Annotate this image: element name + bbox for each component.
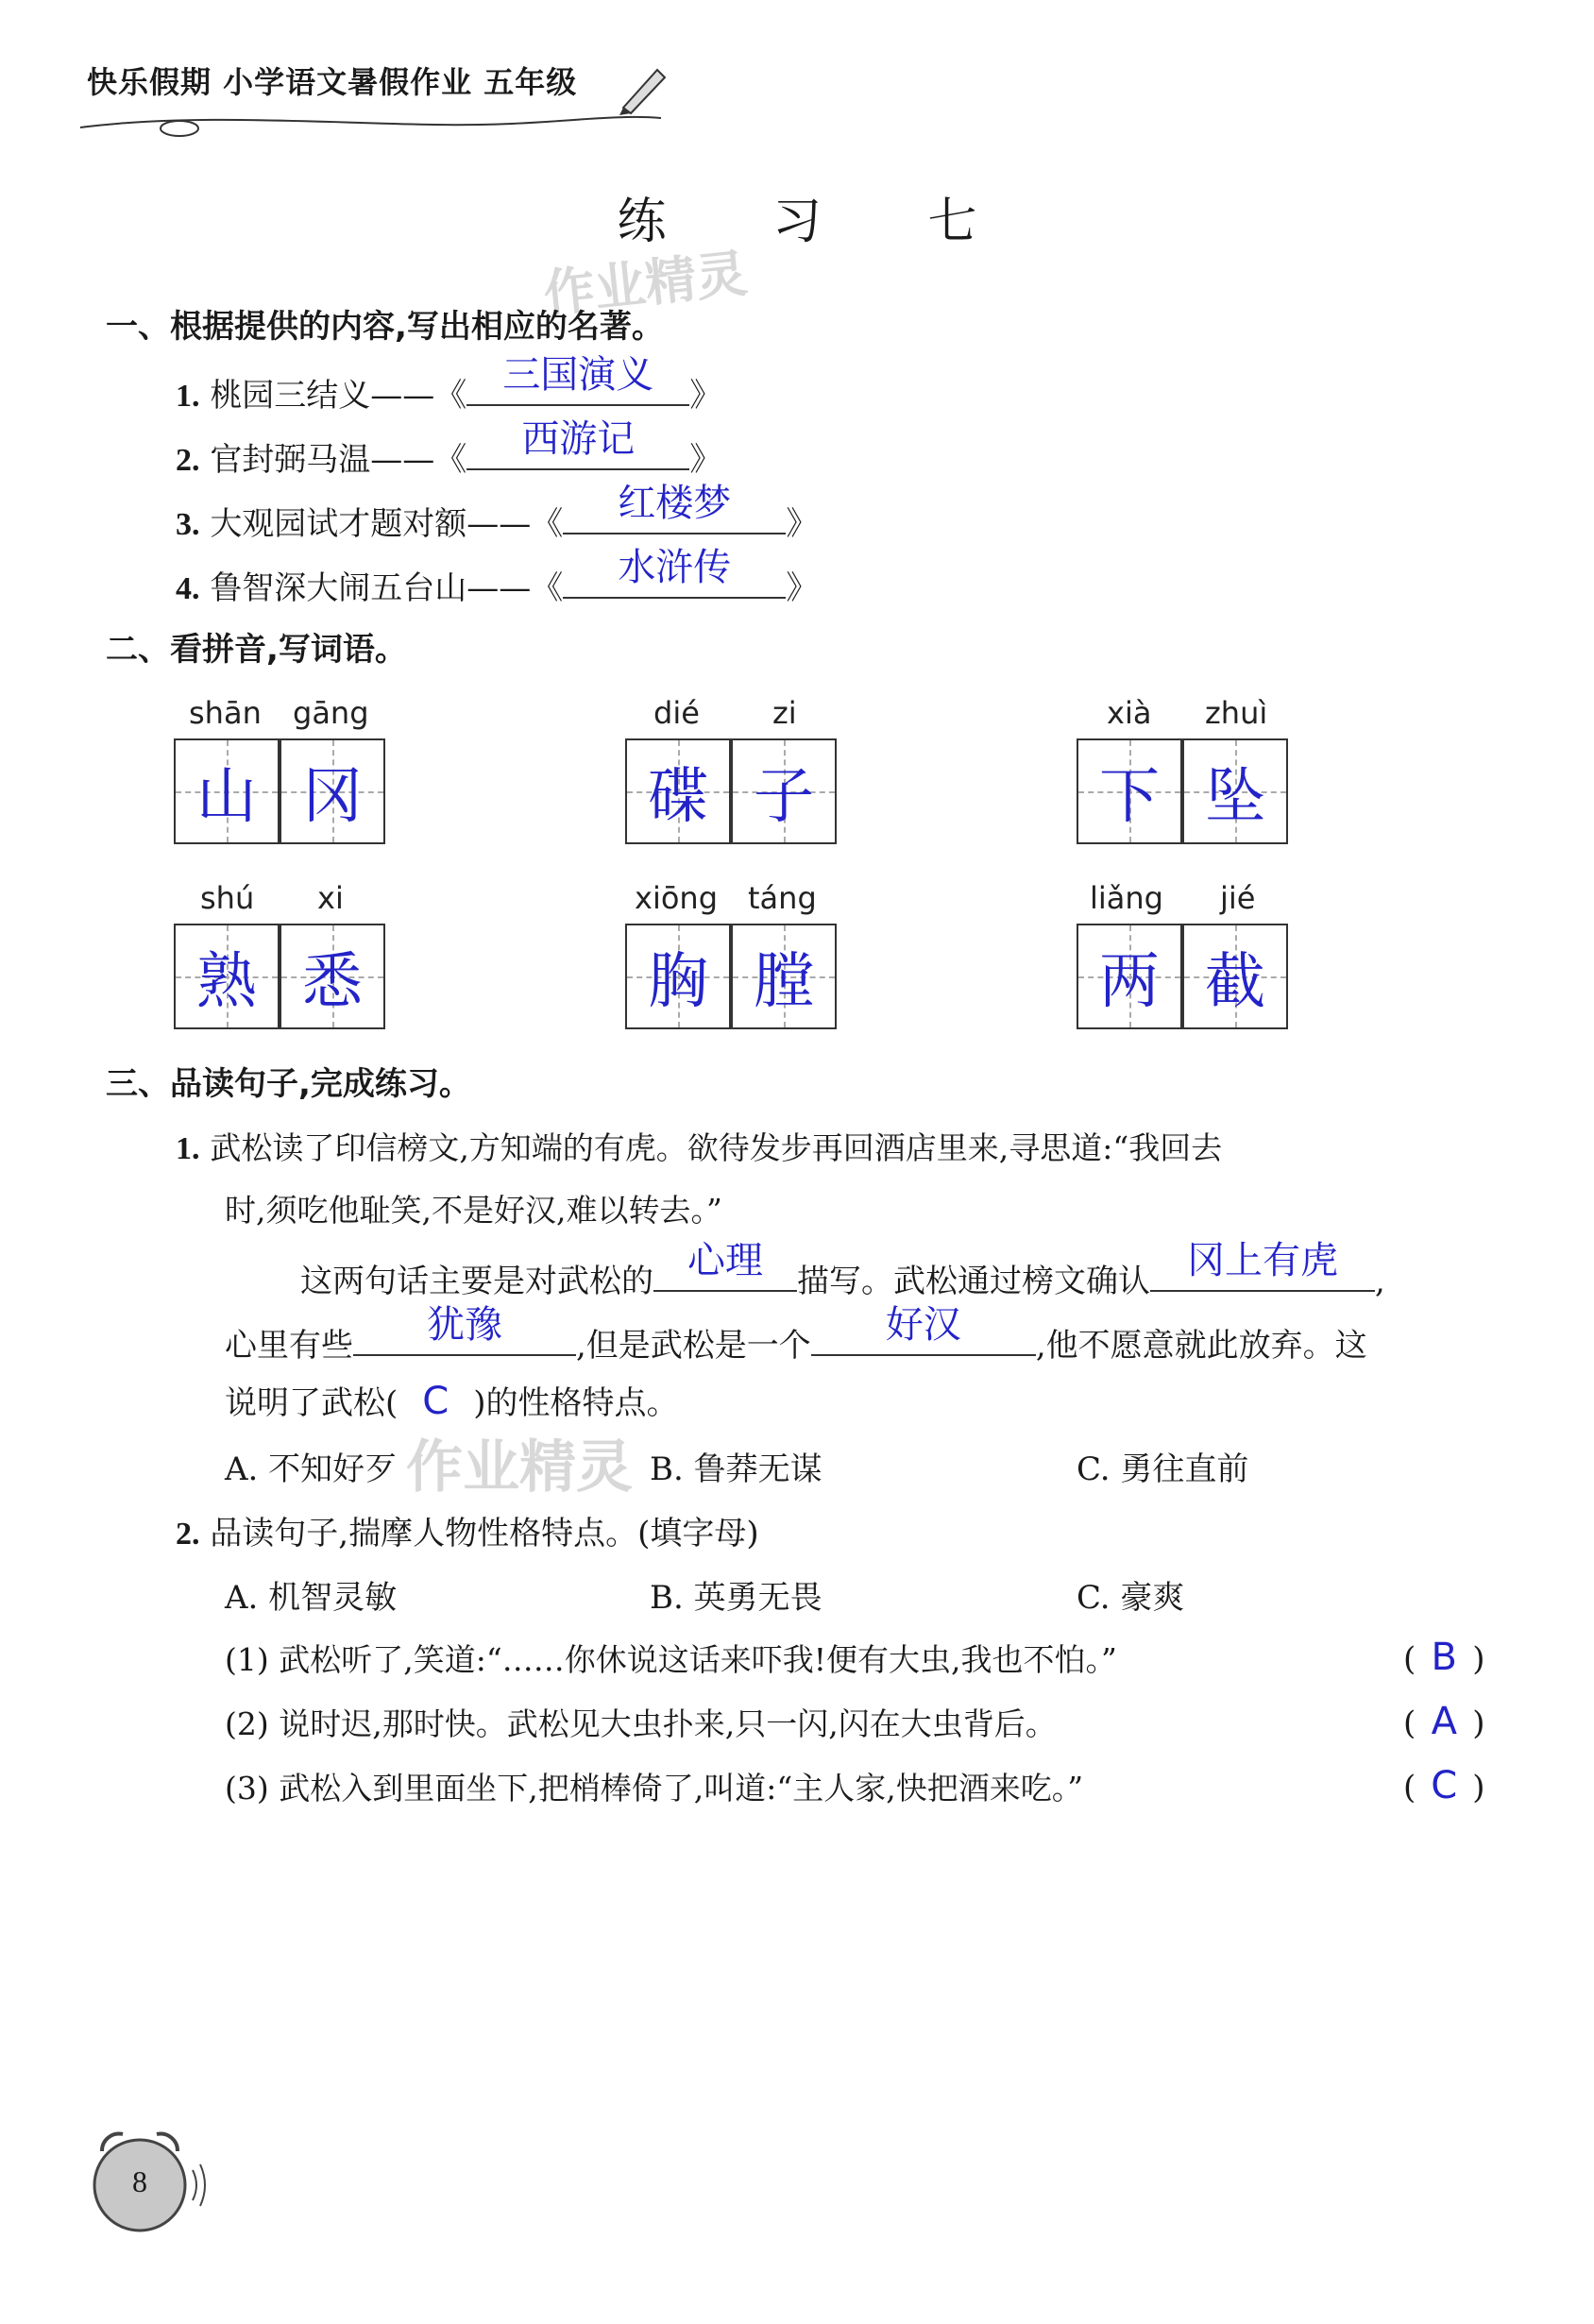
q1-quote-line2: 时,须吃他耻笑,不是好汉,难以转去。”	[225, 1192, 722, 1229]
answer-blank: 好汉	[811, 1313, 1036, 1356]
q2-answer-3: ( C )	[1403, 1764, 1485, 1807]
char-box: 熟	[174, 924, 280, 1029]
q1-fill-line1: 这两句话主要是对武松的 心理 描写。武松通过榜文确认 冈上有虎 ,	[300, 1239, 1385, 1300]
q2-option-c: C. 豪爽	[1077, 1579, 1185, 1617]
char-box: 下	[1077, 738, 1182, 844]
char-box: 截	[1182, 924, 1288, 1029]
q1-option-c: C. 勇往直前	[1077, 1450, 1249, 1488]
section2-heading: 二、看拼音,写词语。	[106, 631, 407, 669]
q1-quote-line1: 1. 武松读了印信榜文,方知端的有虎。欲待发步再回酒店里来,寻思道:“我回去	[176, 1129, 1223, 1166]
section1-item-4: 4. 鲁智深大闹五台山——《 水浒传 》	[176, 546, 819, 607]
char-box: 山	[174, 738, 280, 844]
answer-blank: 冈上有虎	[1150, 1248, 1375, 1292]
q1-fill-line2: 心里有些 犹豫 ,但是武松是一个 好汉 ,他不愿意就此放弃。这	[225, 1303, 1367, 1365]
page-title: 练 习 七	[617, 194, 1023, 250]
char-box: 碟	[625, 738, 731, 844]
q1-fill-line3: 说明了武松( C )的性格特点。	[225, 1380, 679, 1423]
q2-option-b: B. 英勇无畏	[650, 1579, 822, 1617]
q1-option-a: A. 不知好歹	[225, 1450, 398, 1488]
section1-item-2: 2. 官封弼马温——《 西游记 》	[176, 417, 722, 479]
q2-option-a: A. 机智灵敏	[225, 1579, 398, 1617]
book-header: 快乐假期 小学语文暑假作业 五年级	[87, 64, 578, 100]
q2-answer-1: ( B )	[1403, 1636, 1485, 1679]
q2-prompt: 2. 品读句子,揣摩人物性格特点。(填字母)	[176, 1515, 759, 1552]
answer-blank: 西游记	[466, 427, 689, 470]
answer-blank: 红楼梦	[563, 491, 786, 534]
q2-item-2: (2) 说时迟,那时快。武松见大虫扑来,只一闪,闪在大虫背后。	[225, 1705, 1057, 1742]
q2-answer-2: ( A )	[1403, 1700, 1485, 1743]
char-box: 悉	[280, 924, 385, 1029]
pencil-icon	[614, 60, 670, 117]
char-box: 冈	[280, 738, 385, 844]
section1-item-3: 3. 大观园试才题对额——《 红楼梦 》	[176, 482, 819, 543]
answer-blank: 三国演义	[466, 363, 689, 406]
answer-blank: 水浒传	[563, 555, 786, 599]
char-box: 两	[1077, 924, 1182, 1029]
section1-item-1: 1. 桃园三结义——《 三国演义 》	[176, 353, 722, 415]
answer-blank: 犹豫	[353, 1313, 576, 1356]
watermark: 作业精灵	[540, 243, 751, 325]
section1-heading: 一、根据提供的内容,写出相应的名著。	[106, 308, 664, 346]
header-swoosh	[76, 94, 680, 142]
watermark: 作业精灵	[406, 1434, 633, 1501]
answer-blank: 心理	[653, 1248, 797, 1292]
q1-option-b: B. 鲁莽无谋	[650, 1450, 822, 1488]
q2-item-1: (1) 武松听了,笑道:“……你休说这话来吓我!便有大虫,我也不怕。”	[225, 1641, 1117, 1678]
char-box: 胸	[625, 924, 731, 1029]
page-number: 8	[132, 2164, 147, 2198]
char-box: 子	[731, 738, 837, 844]
q2-item-3: (3) 武松入到里面坐下,把梢棒倚了,叫道:“主人家,快把酒来吃。”	[225, 1770, 1084, 1807]
section3-heading: 三、品读句子,完成练习。	[106, 1065, 471, 1103]
char-box: 膛	[731, 924, 837, 1029]
char-box: 坠	[1182, 738, 1288, 844]
